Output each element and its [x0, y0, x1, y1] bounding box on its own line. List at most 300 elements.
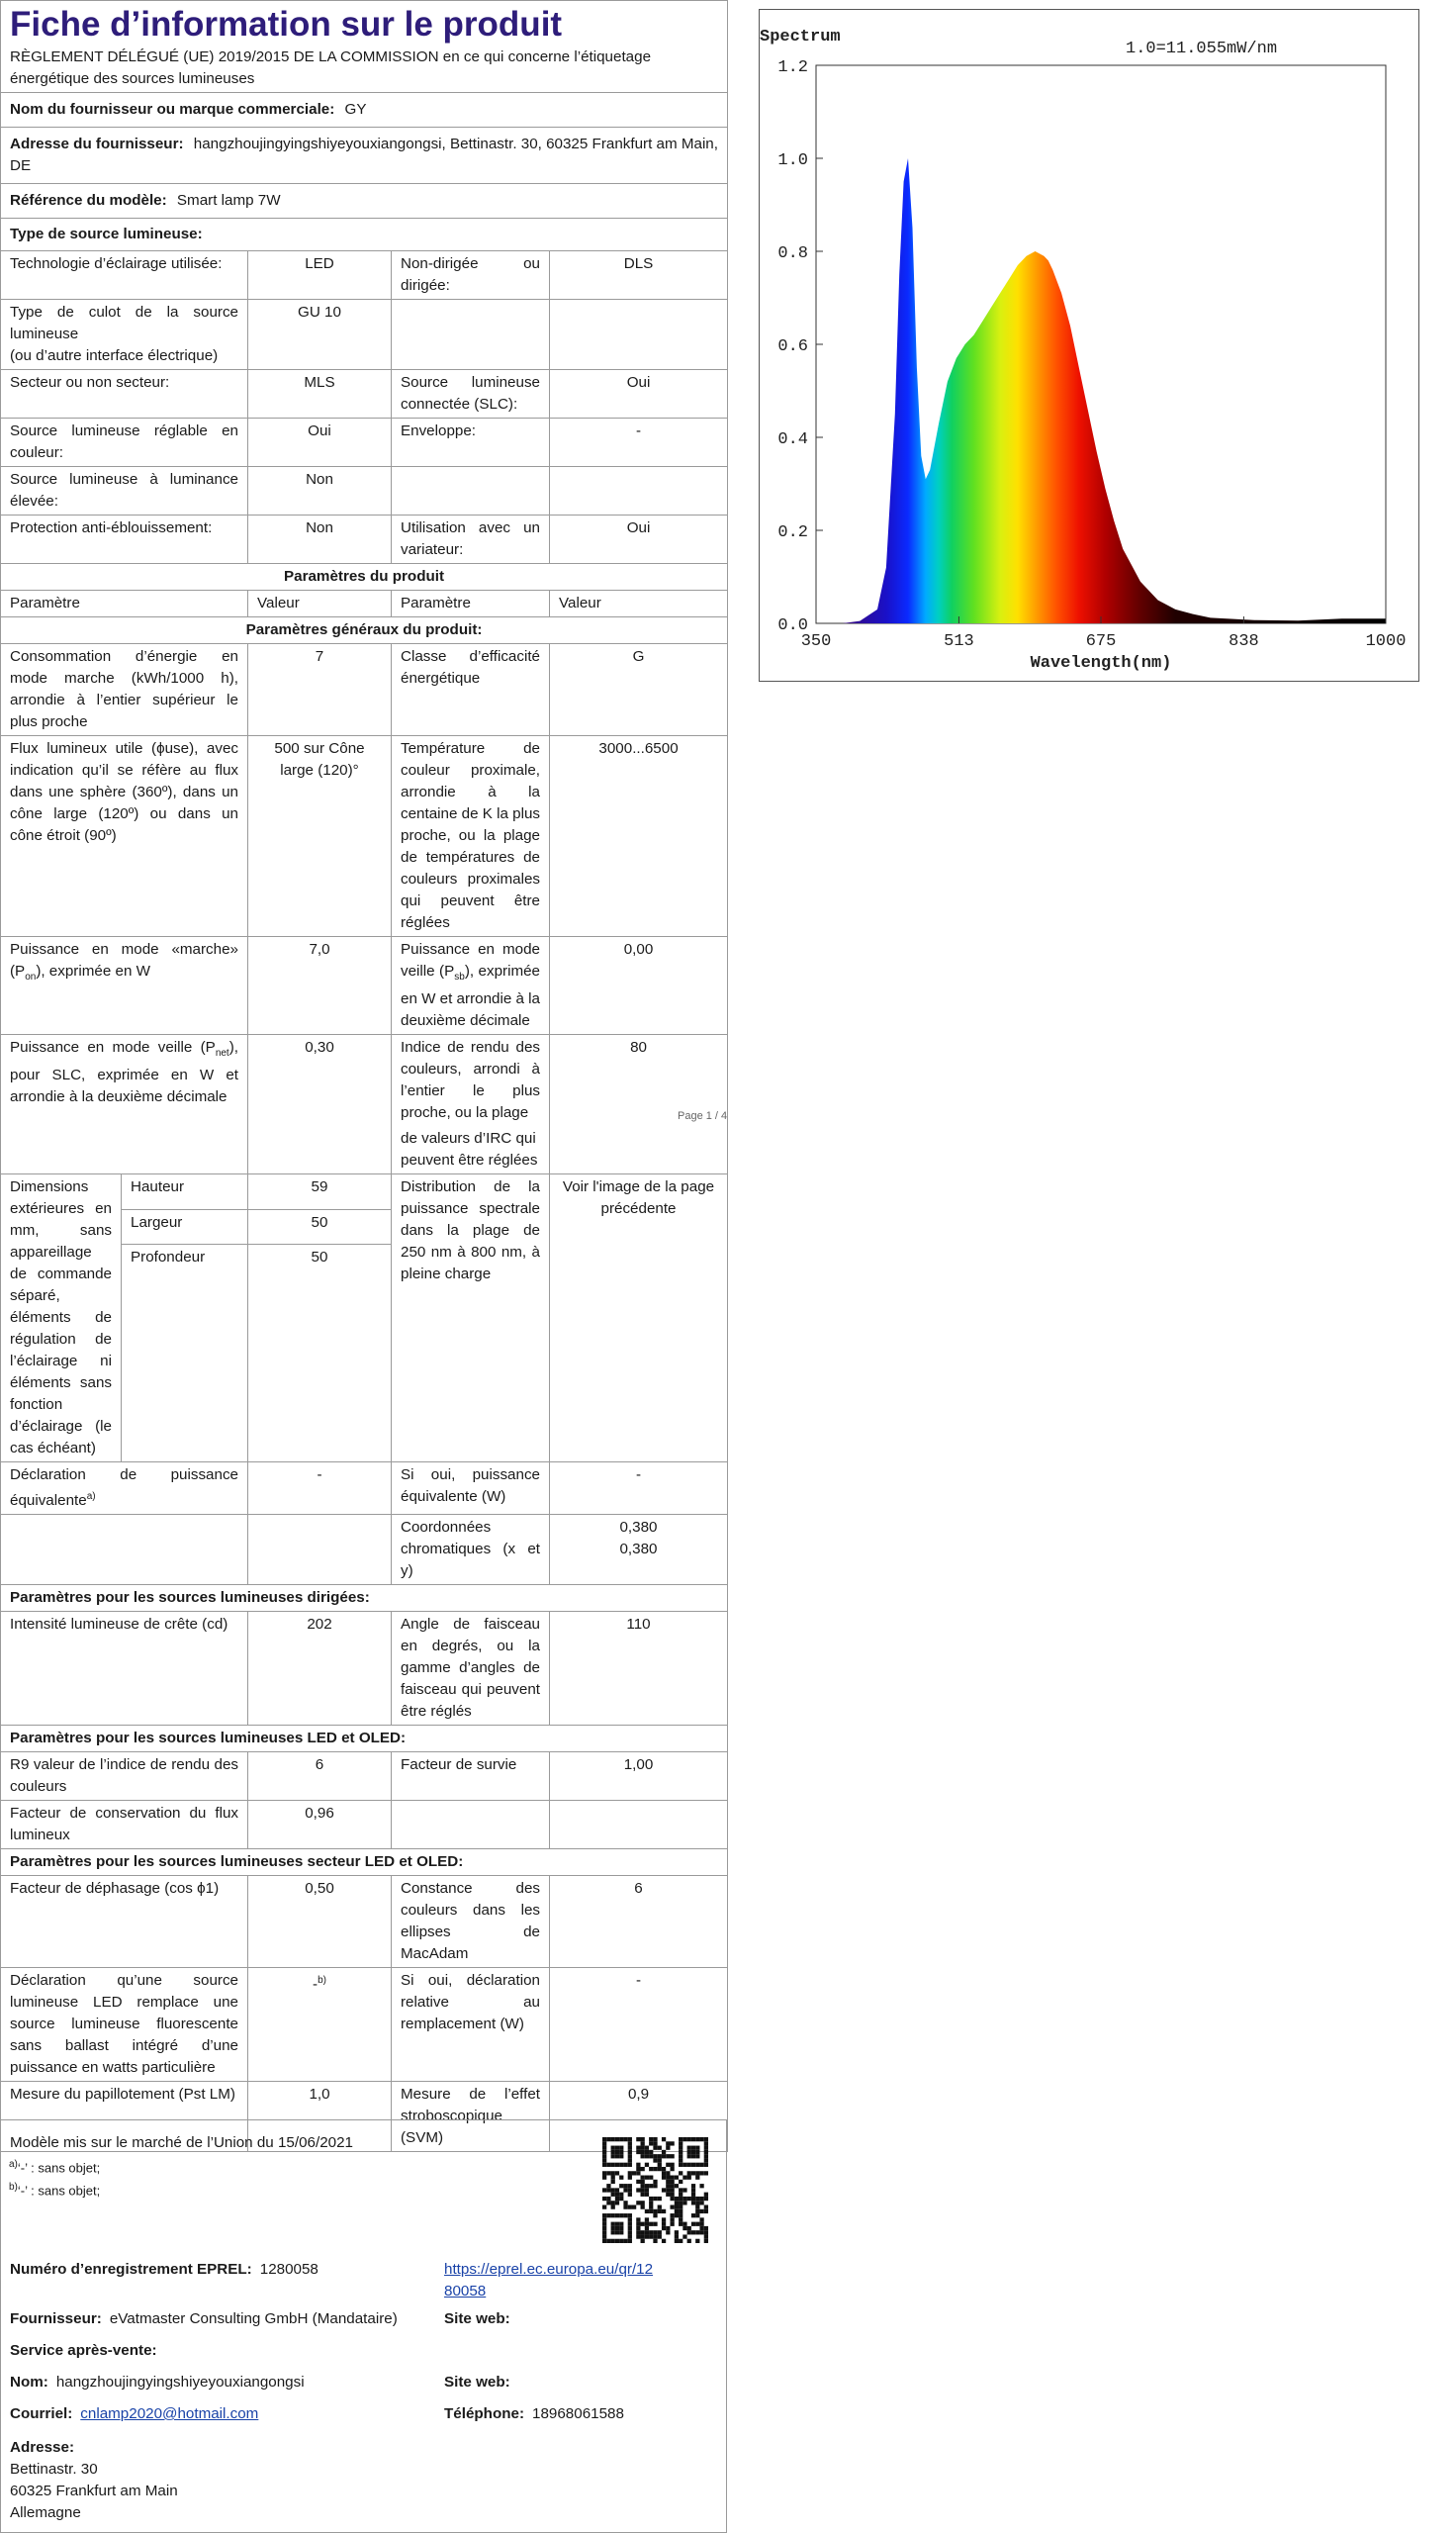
- qr-module: [666, 2146, 670, 2150]
- qr-module: [628, 2184, 632, 2188]
- footer-box: [0, 2119, 727, 2533]
- cell-value: 0,96: [248, 1801, 392, 1849]
- qr-module: [615, 2171, 619, 2175]
- supplier-line: Fournisseur: eVatmaster Consulting GmbH (Mandataire): [10, 2310, 398, 2327]
- qr-module: [636, 2146, 640, 2150]
- qr-module: [615, 2163, 619, 2167]
- qr-module: [619, 2193, 623, 2197]
- qr-module: [666, 2188, 670, 2192]
- qr-module: [679, 2197, 682, 2201]
- table-row: [1, 1612, 728, 1726]
- cell-label: Si oui, déclaration relative au remplacement (W): [392, 1968, 550, 2082]
- qr-module: [662, 2154, 666, 2158]
- qr-module: [687, 2171, 691, 2175]
- qr-module: [670, 2180, 674, 2184]
- qr-module: [628, 2234, 632, 2238]
- qr-module: [691, 2171, 695, 2175]
- led-heading: Paramètres pour les sources lumineuses LED et OLED:: [1, 1726, 728, 1752]
- qr-module: [662, 2176, 666, 2180]
- table-row: [1, 937, 728, 1035]
- qr-module: [675, 2209, 679, 2213]
- qr-module: [695, 2154, 699, 2158]
- qr-module: [628, 2193, 632, 2197]
- qr-module: [687, 2230, 691, 2234]
- qr-module: [653, 2158, 657, 2162]
- qr-module: [704, 2226, 708, 2230]
- qr-module: [649, 2154, 653, 2158]
- product-params-heading: Paramètres du produit: [1, 564, 728, 591]
- x-tick-label: 675: [1085, 632, 1117, 651]
- qr-module: [632, 2205, 636, 2208]
- qr-module: [619, 2163, 623, 2167]
- qr-module: [649, 2137, 653, 2141]
- email-link[interactable]: cnlamp2020@hotmail.com: [80, 2405, 259, 2422]
- qr-module: [602, 2141, 606, 2145]
- qr-module: [606, 2213, 610, 2217]
- x-axis-label: Wavelength(nm): [1030, 654, 1172, 673]
- qr-module: [636, 2163, 640, 2167]
- qr-module: [615, 2222, 619, 2226]
- table-row: [1, 300, 728, 370]
- qr-module: [615, 2150, 619, 2154]
- qr-module: [687, 2137, 691, 2141]
- qr-module: [602, 2205, 606, 2208]
- qr-module: [636, 2234, 640, 2238]
- qr-module: [682, 2222, 686, 2226]
- cell-value: 1,0: [248, 2082, 392, 2152]
- cell-label: Facteur de déphasage (cos ϕ1): [1, 1876, 248, 1968]
- qr-module: [695, 2239, 699, 2243]
- cell-value: Oui: [550, 370, 728, 419]
- table-row: [1, 1035, 728, 1127]
- qr-module: [606, 2184, 610, 2188]
- model-ref-label: Référence du modèle:: [10, 192, 167, 209]
- qr-module: [670, 2163, 674, 2167]
- qr-module: [670, 2141, 674, 2145]
- qr-module: [675, 2176, 679, 2180]
- qr-module: [653, 2137, 657, 2141]
- table-row: [1, 1968, 728, 2082]
- qr-module: [658, 2209, 662, 2213]
- dimension-name: Hauteur: [122, 1174, 248, 1210]
- qr-module: [679, 2188, 682, 2192]
- qr-module: [704, 2163, 708, 2167]
- qr-module: [645, 2188, 649, 2192]
- qr-module: [641, 2141, 645, 2145]
- qr-module: [704, 2234, 708, 2238]
- qr-module: [682, 2137, 686, 2141]
- qr-module: [670, 2197, 674, 2201]
- table-row: [1, 1462, 728, 1515]
- qr-module: [606, 2188, 610, 2192]
- footnote-b: $^{b)}$‘-’ : sans objet;: [9, 2182, 101, 2199]
- qr-module: [670, 2188, 674, 2192]
- qr-module: [695, 2137, 699, 2141]
- qr-module: [675, 2197, 679, 2201]
- x-tick-label: 350: [800, 632, 832, 651]
- qr-module: [687, 2239, 691, 2243]
- qr-module: [615, 2146, 619, 2150]
- sheet-table-page1: [0, 0, 728, 1126]
- qr-module: [619, 2197, 623, 2201]
- qr-module: [611, 2193, 615, 2197]
- qr-module: [653, 2239, 657, 2243]
- qr-module: [628, 2154, 632, 2158]
- qr-module: [704, 2158, 708, 2162]
- qr-module: [611, 2163, 615, 2167]
- qr-module: [704, 2154, 708, 2158]
- spd-label: Distribution de la puissance spectrale dans la plage de 250 nm à 800 nm, à pleine charge: [392, 1174, 550, 1462]
- qr-module: [704, 2171, 708, 2175]
- qr-module: [611, 2201, 615, 2205]
- qr-module: [687, 2197, 691, 2201]
- qr-module: [623, 2201, 627, 2205]
- qr-module: [623, 2137, 627, 2141]
- cell-label: [1, 300, 248, 370]
- cell-label: Protection anti-éblouissement:: [1, 516, 248, 564]
- qr-module: [619, 2213, 623, 2217]
- qr-module: [679, 2209, 682, 2213]
- table-row: [1, 419, 728, 467]
- qr-module: [606, 2171, 610, 2175]
- x-tick-label: 838: [1228, 632, 1259, 651]
- cell-label: Source lumineuse réglable en couleur:: [1, 419, 248, 467]
- qr-module: [602, 2222, 606, 2226]
- qr-module: [611, 2150, 615, 2154]
- qr-module: [645, 2222, 649, 2226]
- qr-module: [645, 2163, 649, 2167]
- qr-module: [628, 2158, 632, 2162]
- qr-module: [699, 2217, 703, 2221]
- qr-module: [649, 2205, 653, 2208]
- qr-module: [682, 2201, 686, 2205]
- website2-label: Site web:: [444, 2374, 510, 2391]
- qr-module: [675, 2230, 679, 2234]
- qr-module: [679, 2205, 682, 2208]
- qr-module: [611, 2226, 615, 2230]
- qr-module: [636, 2167, 640, 2171]
- qr-module: [628, 2213, 632, 2217]
- qr-module: [691, 2230, 695, 2234]
- cell-label: Constance des couleurs dans les ellipses de MacAdam: [392, 1876, 550, 1968]
- y-tick-label: 0.8: [777, 244, 808, 263]
- cell-label: R9 valeur de l’indice de rendu des couleurs: [1, 1752, 248, 1801]
- qr-module: [649, 2176, 653, 2180]
- qr-module: [645, 2176, 649, 2180]
- qr-module: [666, 2176, 670, 2180]
- qr-module: [653, 2222, 657, 2226]
- qr-module: [695, 2201, 699, 2205]
- qr-module: [641, 2234, 645, 2238]
- cell-value: 80: [550, 1035, 728, 1127]
- qr-module: [699, 2184, 703, 2188]
- qr-module: [679, 2137, 682, 2141]
- qr-module: [666, 2226, 670, 2230]
- qr-module: [645, 2209, 649, 2213]
- qr-module: [682, 2188, 686, 2192]
- qr-module: [645, 2226, 649, 2230]
- qr-module: [679, 2154, 682, 2158]
- directed-heading: Paramètres pour les sources lumineuses dirigées:: [1, 1585, 728, 1612]
- sheet-table-page2: [0, 1126, 728, 2152]
- qr-module: [645, 2217, 649, 2221]
- cell-label: de valeurs d’IRC qui peuvent être réglées: [392, 1126, 550, 1174]
- cell-value: 3000...6500: [550, 736, 728, 937]
- qr-module: [687, 2150, 691, 2154]
- qr-module: [649, 2150, 653, 2154]
- qr-module: [615, 2188, 619, 2192]
- qr-module: [649, 2201, 653, 2205]
- qr-module: [602, 2137, 606, 2141]
- cell-value: -: [550, 1968, 728, 2082]
- qr-module: [602, 2146, 606, 2150]
- cell-value: 0,00: [550, 937, 728, 1035]
- qr-module: [602, 2154, 606, 2158]
- qr-module: [619, 2137, 623, 2141]
- x-tick-label: 513: [944, 632, 974, 651]
- qr-module: [628, 2205, 632, 2208]
- qr-module: [691, 2197, 695, 2201]
- qr-module: [662, 2239, 666, 2243]
- qr-module: [606, 2239, 610, 2243]
- qr-module: [691, 2188, 695, 2192]
- qr-module: [611, 2205, 615, 2208]
- supplier-address-label: Adresse du fournisseur:: [10, 136, 184, 152]
- qr-module: [679, 2239, 682, 2243]
- page-number: Page 1 / 4: [678, 1110, 728, 1122]
- qr-module: [670, 2217, 674, 2221]
- qr-module: [662, 2167, 666, 2171]
- qr-module: [615, 2239, 619, 2243]
- y-tick-label: 1.0: [777, 151, 808, 170]
- qr-module: [704, 2209, 708, 2213]
- cell-label: Déclaration de puissance équivalente$^{a)}$: [1, 1462, 248, 1515]
- qr-module: [670, 2222, 674, 2226]
- qr-module: [619, 2150, 623, 2154]
- cap-type-label: Type de culot de la source lumineuse: [10, 304, 238, 342]
- qr-module: [653, 2234, 657, 2238]
- qr-module: [641, 2154, 645, 2158]
- regulation-text: RÈGLEMENT DÉLÉGUÉ (UE) 2019/2015 DE LA COMMISSION en ce qui concerne l’étiquetage énergétique des sources lumineuses: [10, 48, 652, 87]
- qr-module: [649, 2167, 653, 2171]
- qr-module: [636, 2188, 640, 2192]
- qr-module: [619, 2154, 623, 2158]
- qr-module: [641, 2184, 645, 2188]
- qr-module: [611, 2180, 615, 2184]
- qr-module: [704, 2197, 708, 2201]
- spd-value: Voir l'image de la page précédente: [550, 1174, 728, 1462]
- qr-module: [687, 2154, 691, 2158]
- qr-module: [628, 2163, 632, 2167]
- qr-module: [704, 2141, 708, 2145]
- cell-label: Puissance en mode veille $(P_{net})$, pour SLC, exprimée en W et arrondie à la deuxième décimale: [1, 1035, 248, 1127]
- qr-module: [662, 2137, 666, 2141]
- cell-value: 0,380 0,380: [550, 1515, 728, 1585]
- qr-module: [641, 2150, 645, 2154]
- qr-module: [653, 2197, 657, 2201]
- qr-module: [662, 2222, 666, 2226]
- qr-module: [679, 2222, 682, 2226]
- qr-module: [602, 2158, 606, 2162]
- qr-module: [662, 2171, 666, 2175]
- cell-label: Mesure du papillotement (Pst LM): [1, 2082, 248, 2152]
- qr-module: [645, 2154, 649, 2158]
- spectrum-chart: [759, 9, 1419, 682]
- cell-label: Flux lumineux utile (ϕuse), avec indication qu’il se réfère au flux dans une sphère (360º), dans un cône large (120º) ou dans un cône étroit (90º): [1, 736, 248, 937]
- qr-module: [670, 2167, 674, 2171]
- qr-module: [602, 2217, 606, 2221]
- cell-label: Source lumineuse à luminance élevée:: [1, 467, 248, 516]
- qr-module: [602, 2163, 606, 2167]
- cell-value: 0,9: [550, 2082, 728, 2152]
- qr-module: [615, 2201, 619, 2205]
- qr-module: [699, 2201, 703, 2205]
- qr-module: [628, 2226, 632, 2230]
- cell-value: 0,50: [248, 1876, 392, 1968]
- qr-module: [615, 2230, 619, 2234]
- qr-module: [666, 2163, 670, 2167]
- qr-module: [695, 2150, 699, 2154]
- qr-module: [641, 2205, 645, 2208]
- cell-label: Classe d’efficacité énergétique: [392, 644, 550, 736]
- qr-module: [687, 2226, 691, 2230]
- qr-module: [695, 2197, 699, 2201]
- qr-module: [675, 2205, 679, 2208]
- qr-module: [649, 2234, 653, 2238]
- cell-value: -: [550, 419, 728, 467]
- email-line: Courriel: cnlamp2020@hotmail.com: [10, 2405, 259, 2422]
- qr-module: [641, 2167, 645, 2171]
- cell-label: Angle de faisceau en degrés, ou la gamme d’angles de faisceau qui peuvent être réglés: [392, 1612, 550, 1726]
- qr-module: [662, 2150, 666, 2154]
- qr-module: [636, 2137, 640, 2141]
- qr-module: [628, 2171, 632, 2175]
- qr-module: [679, 2180, 682, 2184]
- dimension-value: 59: [248, 1174, 392, 1210]
- qr-module: [658, 2158, 662, 2162]
- supplier-name-value: GY: [344, 101, 367, 118]
- dimension-value: 50: [248, 1209, 392, 1245]
- qr-module: [670, 2205, 674, 2208]
- qr-module: [691, 2154, 695, 2158]
- qr-module: [623, 2239, 627, 2243]
- qr-code-icon[interactable]: [602, 2137, 708, 2243]
- qr-module: [666, 2230, 670, 2234]
- eprel-link[interactable]: https://eprel.ec.europa.eu/qr/12 80058: [444, 2261, 654, 2299]
- qr-module: [615, 2226, 619, 2230]
- table-header-row: [1, 591, 728, 617]
- qr-module: [658, 2154, 662, 2158]
- qr-module: [675, 2213, 679, 2217]
- qr-module: [641, 2176, 645, 2180]
- qr-module: [695, 2222, 699, 2226]
- qr-module: [619, 2176, 623, 2180]
- cell-value: -: [248, 1462, 392, 1515]
- qr-module: [636, 2230, 640, 2234]
- qr-module: [704, 2239, 708, 2243]
- qr-module: [704, 2137, 708, 2141]
- qr-module: [615, 2154, 619, 2158]
- qr-module: [636, 2201, 640, 2205]
- qr-module: [704, 2146, 708, 2150]
- qr-module: [653, 2141, 657, 2145]
- cell-value: 6: [248, 1752, 392, 1801]
- qr-module: [682, 2176, 686, 2180]
- qr-module: [611, 2171, 615, 2175]
- qr-module: [695, 2230, 699, 2234]
- qr-module: [695, 2163, 699, 2167]
- cell-value: MLS: [248, 370, 392, 419]
- column-header: Valeur: [550, 591, 728, 617]
- qr-module: [679, 2141, 682, 2145]
- dimension-name: Profondeur: [122, 1245, 248, 1462]
- qr-module: [699, 2171, 703, 2175]
- cell-value: Non: [248, 467, 392, 516]
- cell-value: 7: [248, 644, 392, 736]
- cell-label: Puissance en mode veille $(P_{sb})$, exprimée en W et arrondie à la deuxième décimale: [392, 937, 550, 1035]
- qr-module: [699, 2137, 703, 2141]
- product-sheet-page2: [0, 1126, 727, 2205]
- qr-module: [628, 2137, 632, 2141]
- cell-value: 1,00: [550, 1752, 728, 1801]
- qr-module: [645, 2150, 649, 2154]
- qr-module: [682, 2197, 686, 2201]
- cell-label: Technologie d’éclairage utilisée:: [1, 251, 248, 300]
- qr-module: [687, 2163, 691, 2167]
- qr-module: [615, 2137, 619, 2141]
- qr-module: [628, 2188, 632, 2192]
- qr-module: [615, 2193, 619, 2197]
- table-row: [1, 516, 728, 564]
- cell-value: 6: [550, 1876, 728, 1968]
- qr-module: [649, 2209, 653, 2213]
- qr-module: [619, 2230, 623, 2234]
- qr-module: [641, 2239, 645, 2243]
- dimensions-label: Dimensions extérieures en mm, sans appareillage de commande séparé, éléments de régulation de l’éclairage ni éléments sans fonction d’éclairage (le cas échéant): [1, 1174, 122, 1462]
- qr-module: [619, 2184, 623, 2188]
- qr-module: [682, 2163, 686, 2167]
- qr-module: [628, 2217, 632, 2221]
- cell-label: Facteur de survie: [392, 1752, 550, 1801]
- cell-value: [550, 300, 728, 370]
- qr-module: [695, 2205, 699, 2208]
- table-row: [1, 1752, 728, 1801]
- qr-module: [699, 2230, 703, 2234]
- qr-module: [679, 2193, 682, 2197]
- qr-module: [636, 2150, 640, 2154]
- qr-module: [619, 2239, 623, 2243]
- table-row: [1, 467, 728, 516]
- qr-module: [670, 2184, 674, 2188]
- supplier-name-label: Nom du fournisseur ou marque commerciale:: [10, 101, 335, 118]
- qr-module: [628, 2230, 632, 2234]
- qr-module: [636, 2171, 640, 2175]
- cell-value: 7,0: [248, 937, 392, 1035]
- qr-module: [628, 2150, 632, 2154]
- qr-module: [619, 2222, 623, 2226]
- qr-module: [611, 2188, 615, 2192]
- qr-module: [679, 2213, 682, 2217]
- qr-module: [649, 2184, 653, 2188]
- source-type-heading: Type de source lumineuse:: [1, 219, 728, 251]
- cell-label: [392, 467, 550, 516]
- qr-module: [606, 2163, 610, 2167]
- qr-module: [695, 2146, 699, 2150]
- qr-module: [636, 2217, 640, 2221]
- cell-value: LED: [248, 251, 392, 300]
- qr-module: [695, 2176, 699, 2180]
- qr-module: [611, 2154, 615, 2158]
